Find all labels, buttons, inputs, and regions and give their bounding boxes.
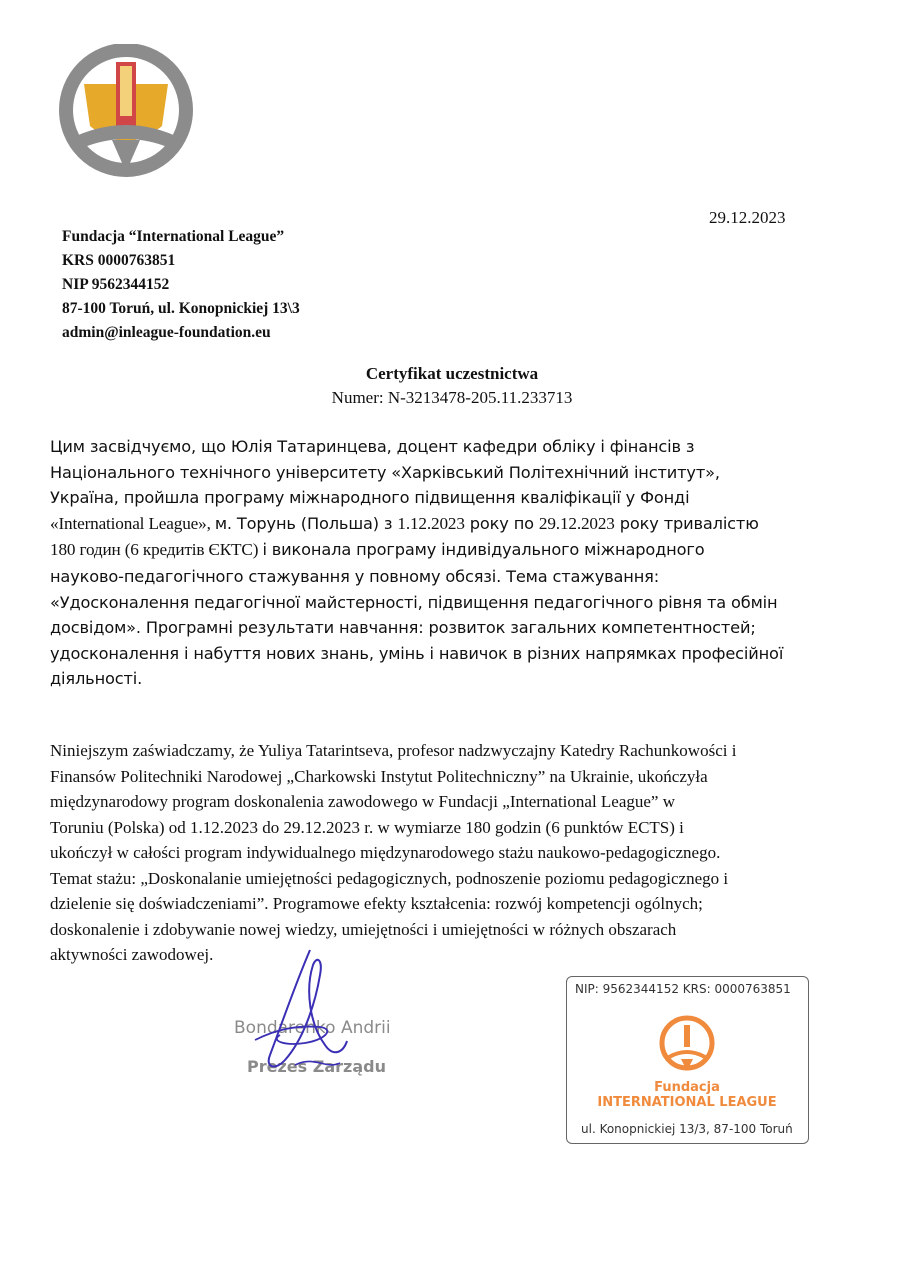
organization-email: admin@inleague-foundation.eu [62, 324, 271, 341]
document-date: 29.12.2023 [709, 208, 786, 227]
organization-krs: KRS 0000763851 [62, 252, 176, 269]
ua-line: діяльності. [50, 669, 143, 689]
foundation-logo-icon [54, 44, 199, 184]
ua-fragment: року по [464, 513, 539, 533]
pl-line: doskonalenie i zdobywanie nowej wiedzy, umiejętności i umiejętności w różnych obszarach [50, 919, 677, 939]
stamp-name-line2: INTERNATIONAL LEAGUE [597, 1095, 777, 1110]
stamp-bottom-text: ul. Konopnickiej 13/3, 87-100 Toruń [581, 1122, 793, 1136]
ua-fragment: м. Торунь (Польша) з [214, 513, 398, 533]
ukrainian-paragraph [50, 434, 840, 692]
ua-fragment: «International League», [50, 513, 215, 533]
handwritten-signature-icon [225, 945, 415, 1085]
ua-fragment: кредитів ЄКТС) [142, 540, 263, 560]
pl-line: międzynarodowy program doskonalenia zawodowego w Fundacji „International League” w [50, 792, 676, 811]
pl-line: Temat stażu: „Doskonalanie umiejętności pedagogicznych, podnoszenie poziomu pedagogicznego i [50, 868, 729, 888]
pl-line: Niniejszym zaświadczamy, że Yuliya Tatarintseva, profesor nadzwyczajny Katedry Rachunkowości i [50, 741, 737, 760]
ua-line: досвідом». Програмні результати навчання: розвиток загальних компетентностей; [50, 618, 756, 638]
signer-role: Prezes Zarządu [247, 1057, 386, 1076]
pl-line: ukończył w całości program indywidualnego międzynarodowego stażu naukowo-pedagogicznego. [50, 843, 721, 862]
certificate-title: Certyfikat uczestnictwa [365, 364, 539, 383]
ua-line [50, 511, 840, 538]
ua-line: Цим засвідчуємо, що Юлія Татаринцева, доцент кафедри обліку і фінансів з [50, 437, 695, 456]
stamp-logo-icon [655, 1013, 719, 1077]
ua-line: Національного технічного університету «Харківський Політехнічний інститут», [50, 462, 720, 482]
ua-line [50, 537, 840, 564]
ua-line: науково-педагогічного стажування у повному обсязі. Тема стажування: [50, 566, 660, 586]
certificate-number: Numer: N-3213478-205.11.233713 [331, 388, 573, 407]
ua-line: удосконалення і набуття нових знань, умінь і навичок в різних напрямках професійної [50, 643, 784, 663]
pl-line: Toruniu (Polska) od 1.12.2023 do 29.12.2023 r. w wymiarze 180 godzin (6 punktów ECTS) i [50, 817, 684, 837]
foundation-stamp [566, 976, 809, 1144]
organization-address: 87-100 Toruń, ul. Konopnickiej 13\3 [62, 300, 300, 317]
pl-line: Finansów Politechniki Narodowej „Charkowski Instytut Politechniczny” na Ukrainie, ukończyła [50, 766, 708, 786]
ua-fragment: року тривалістю [614, 513, 759, 533]
ua-fragment: 1.12.2023 [397, 513, 465, 533]
ua-fragment: і виконала програму індивідуального міжнародного [262, 540, 705, 560]
ua-fragment: 29.12.2023 [538, 513, 615, 533]
stamp-name-line1: Fundacja [654, 1080, 720, 1095]
pl-line: aktywności zawodowej. [50, 945, 214, 964]
pl-line: dzielenie się doświadczeniami”. Programowe efekty kształcenia: rozwój kompetencji ogólnych; [50, 894, 703, 913]
stamp-top-text: NIP: 9562344152 KRS: 0000763851 [575, 982, 791, 996]
signer-name: Bondarenko Andrii [234, 1018, 391, 1038]
ua-line: «Удосконалення педагогічної майстерності, підвищення педагогічного рівня та обмін [50, 592, 778, 612]
organization-name: Fundacja “International League” [62, 228, 285, 245]
ua-line: Україна, пройшла програму міжнародного підвищення кваліфікації у Фонді [50, 488, 690, 508]
polish-paragraph [50, 738, 840, 968]
organization-nip: NIP 9562344152 [62, 276, 170, 293]
ua-fragment: 180 годин (6 [50, 540, 143, 560]
organization-details [62, 225, 300, 345]
